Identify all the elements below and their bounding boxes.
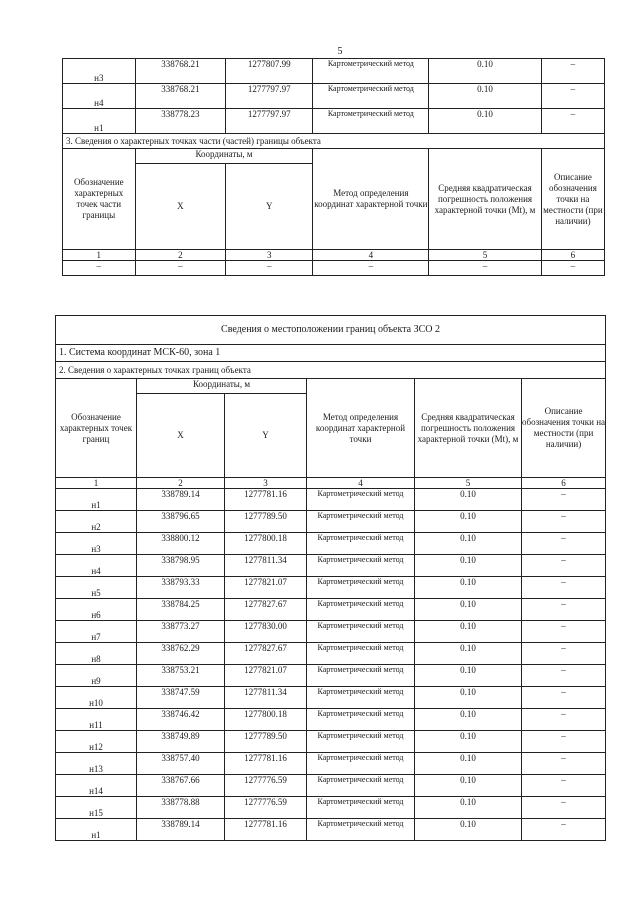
column-numbers-row — [56, 478, 606, 489]
error-cell: 0.10 — [415, 599, 522, 621]
x-coord: 338757.40 — [137, 753, 225, 775]
coord-system-row — [56, 345, 606, 362]
method-cell: Картометрический метод — [307, 797, 415, 819]
header-y: Y — [226, 164, 313, 250]
x-coord: 338789.14 — [137, 489, 225, 511]
point-id: н2 — [56, 511, 137, 533]
method-cell: Картометрический метод — [307, 775, 415, 797]
error-cell: 0.10 — [429, 109, 542, 134]
header-designation: Обозначение характерных точек части границы — [63, 149, 136, 250]
x-coord: 338768.21 — [135, 84, 226, 109]
table-row — [56, 555, 606, 577]
table-row — [56, 533, 606, 555]
table-row — [63, 109, 605, 134]
header-method: Метод определения координат характерной точки — [307, 379, 415, 478]
x-coord: 338768.21 — [135, 59, 226, 84]
error-cell: 0.10 — [415, 665, 522, 687]
y-coord: 1277811.34 — [225, 555, 307, 577]
col-number: 5 — [429, 250, 542, 261]
table-row — [56, 511, 606, 533]
header-desc: Описание обозначения точки на местности (при наличии) — [541, 149, 604, 250]
dash-cell: – — [429, 261, 542, 276]
point-id: н3 — [63, 59, 136, 84]
table-row — [56, 665, 606, 687]
header-desc: Описание обозначения точки на местности (при наличии) — [522, 379, 606, 478]
header-y: Y — [225, 394, 307, 478]
desc-cell: – — [522, 511, 606, 533]
table-row — [56, 621, 606, 643]
method-cell: Картометрический метод — [307, 687, 415, 709]
dash-cell: – — [135, 261, 226, 276]
desc-cell: – — [541, 109, 604, 134]
method-cell: Картометрический метод — [313, 59, 429, 84]
method-cell: Картометрический метод — [307, 599, 415, 621]
table-row — [56, 753, 606, 775]
col-number: 2 — [137, 478, 225, 489]
error-cell: 0.10 — [429, 59, 542, 84]
desc-cell: – — [522, 775, 606, 797]
desc-cell: – — [541, 59, 604, 84]
x-coord: 338747.59 — [137, 687, 225, 709]
error-cell: 0.10 — [429, 84, 542, 109]
table-row — [56, 577, 606, 599]
table-row — [56, 775, 606, 797]
table-row — [56, 731, 606, 753]
table-row — [56, 643, 606, 665]
method-cell: Картометрический метод — [307, 577, 415, 599]
method-cell: Картометрический метод — [307, 511, 415, 533]
col-number: 6 — [541, 250, 604, 261]
table-row — [56, 819, 606, 841]
x-coord: 338784.25 — [137, 599, 225, 621]
desc-cell: – — [522, 621, 606, 643]
desc-cell: – — [522, 489, 606, 511]
y-coord: 1277789.50 — [225, 511, 307, 533]
desc-cell: – — [522, 797, 606, 819]
point-id: н15 — [56, 797, 137, 819]
error-cell: 0.10 — [415, 511, 522, 533]
y-coord: 1277776.59 — [225, 797, 307, 819]
method-cell: Картометрический метод — [313, 84, 429, 109]
error-cell: 0.10 — [415, 753, 522, 775]
col-number: 6 — [522, 478, 606, 489]
header-method: Метод определения координат характерной точки — [313, 149, 429, 250]
point-id: н1 — [63, 109, 136, 134]
dash-cell: – — [313, 261, 429, 276]
y-coord: 1277800.18 — [225, 533, 307, 555]
header-coords: Координаты, м — [137, 379, 307, 394]
point-id: н8 — [56, 643, 137, 665]
method-cell: Картометрический метод — [307, 753, 415, 775]
error-cell: 0.10 — [415, 731, 522, 753]
table-row — [56, 599, 606, 621]
error-cell: 0.10 — [415, 621, 522, 643]
zso2-title: Сведения о местоположении границ объекта ЗСО 2 — [56, 316, 606, 345]
x-coord: 338762.29 — [137, 643, 225, 665]
y-coord: 1277821.07 — [225, 577, 307, 599]
method-cell: Картометрический метод — [307, 489, 415, 511]
method-cell: Картометрический метод — [307, 555, 415, 577]
method-cell: Картометрический метод — [307, 621, 415, 643]
error-cell: 0.10 — [415, 709, 522, 731]
x-coord: 338789.14 — [137, 819, 225, 841]
x-coord: 338749.89 — [137, 731, 225, 753]
method-cell: Картометрический метод — [307, 665, 415, 687]
y-coord: 1277781.16 — [225, 489, 307, 511]
y-coord: 1277797.97 — [226, 84, 313, 109]
header-designation: Обозначение характерных точек границ — [56, 379, 137, 478]
point-id: н13 — [56, 753, 137, 775]
desc-cell: – — [522, 731, 606, 753]
x-coord: 338767.66 — [137, 775, 225, 797]
dash-row — [63, 261, 605, 276]
dash-cell: – — [226, 261, 313, 276]
y-coord: 1277821.07 — [225, 665, 307, 687]
point-id: н14 — [56, 775, 137, 797]
point-id: н9 — [56, 665, 137, 687]
method-cell: Картометрический метод — [307, 819, 415, 841]
x-coord: 338773.27 — [137, 621, 225, 643]
col-number: 2 — [135, 250, 226, 261]
col-number: 3 — [226, 250, 313, 261]
col-number: 4 — [307, 478, 415, 489]
dash-cell: – — [63, 261, 136, 276]
point-id: н6 — [56, 599, 137, 621]
y-coord: 1277781.16 — [225, 753, 307, 775]
method-cell: Картометрический метод — [307, 643, 415, 665]
y-coord: 1277776.59 — [225, 775, 307, 797]
desc-cell: – — [522, 643, 606, 665]
x-coord: 338796.65 — [137, 511, 225, 533]
x-coord: 338778.23 — [135, 109, 226, 134]
y-coord: 1277789.50 — [225, 731, 307, 753]
y-coord: 1277811.34 — [225, 687, 307, 709]
error-cell: 0.10 — [415, 775, 522, 797]
point-id: н10 — [56, 687, 137, 709]
error-cell: 0.10 — [415, 555, 522, 577]
point-id: н4 — [56, 555, 137, 577]
error-cell: 0.10 — [415, 797, 522, 819]
point-id: н7 — [56, 621, 137, 643]
point-id: н1 — [56, 489, 137, 511]
col-number: 1 — [56, 478, 137, 489]
desc-cell: – — [522, 709, 606, 731]
header-error: Средняя квадратическая погрешность положения характерной точки (Mt), м — [429, 149, 542, 250]
header-x: X — [137, 394, 225, 478]
desc-cell: – — [522, 533, 606, 555]
table-row — [56, 489, 606, 511]
error-cell: 0.10 — [415, 643, 522, 665]
col-number: 3 — [225, 478, 307, 489]
error-cell: 0.10 — [415, 687, 522, 709]
error-cell: 0.10 — [415, 489, 522, 511]
dash-cell: – — [541, 261, 604, 276]
y-coord: 1277800.18 — [225, 709, 307, 731]
method-cell: Картометрический метод — [313, 109, 429, 134]
x-coord: 338778.88 — [137, 797, 225, 819]
x-coord: 338800.12 — [137, 533, 225, 555]
point-id: н1 — [56, 819, 137, 841]
header-row-1 — [56, 379, 606, 394]
point-id: н11 — [56, 709, 137, 731]
point-id: н4 — [63, 84, 136, 109]
desc-cell: – — [522, 687, 606, 709]
desc-cell: – — [522, 819, 606, 841]
table-row — [56, 709, 606, 731]
continuation-table — [62, 58, 605, 276]
error-cell: 0.10 — [415, 819, 522, 841]
x-coord: 338798.95 — [137, 555, 225, 577]
coord-system: 1. Система координат МСК-60, зона 1 — [56, 345, 606, 362]
col-number: 1 — [63, 250, 136, 261]
desc-cell: – — [522, 555, 606, 577]
y-coord: 1277797.97 — [226, 109, 313, 134]
error-cell: 0.10 — [415, 533, 522, 555]
x-coord: 338753.21 — [137, 665, 225, 687]
desc-cell: – — [522, 577, 606, 599]
zso2-title-row — [56, 316, 606, 345]
header-x: X — [135, 164, 226, 250]
col-number: 5 — [415, 478, 522, 489]
y-coord: 1277830.00 — [225, 621, 307, 643]
y-coord: 1277807.99 — [226, 59, 313, 84]
table-row — [56, 797, 606, 819]
header-coords: Координаты, м — [135, 149, 313, 164]
header-row-1 — [63, 149, 605, 164]
desc-cell: – — [522, 665, 606, 687]
x-coord: 338793.33 — [137, 577, 225, 599]
method-cell: Картометрический метод — [307, 533, 415, 555]
section2-title: 2. Сведения о характерных точках границ объекта — [56, 362, 606, 379]
method-cell: Картометрический метод — [307, 731, 415, 753]
page-number: 5 — [337, 46, 343, 57]
x-coord: 338746.42 — [137, 709, 225, 731]
zso2-table — [55, 315, 606, 841]
method-cell: Картометрический метод — [307, 709, 415, 731]
section3-title-row — [63, 134, 605, 149]
column-numbers-row — [63, 250, 605, 261]
table-row — [63, 59, 605, 84]
point-id: н5 — [56, 577, 137, 599]
col-number: 4 — [313, 250, 429, 261]
desc-cell: – — [522, 753, 606, 775]
y-coord: 1277827.67 — [225, 599, 307, 621]
error-cell: 0.10 — [415, 577, 522, 599]
section3-title: 3. Сведения о характерных точках части (частей) границы объекта — [63, 134, 605, 149]
header-error: Средняя квадратическая погрешность положения характерной точки (Mt), м — [415, 379, 522, 478]
y-coord: 1277827.67 — [225, 643, 307, 665]
y-coord: 1277781.16 — [225, 819, 307, 841]
desc-cell: – — [522, 599, 606, 621]
table-row — [63, 84, 605, 109]
point-id: н3 — [56, 533, 137, 555]
section2-title-row — [56, 362, 606, 379]
table-row — [56, 687, 606, 709]
desc-cell: – — [541, 84, 604, 109]
point-id: н12 — [56, 731, 137, 753]
